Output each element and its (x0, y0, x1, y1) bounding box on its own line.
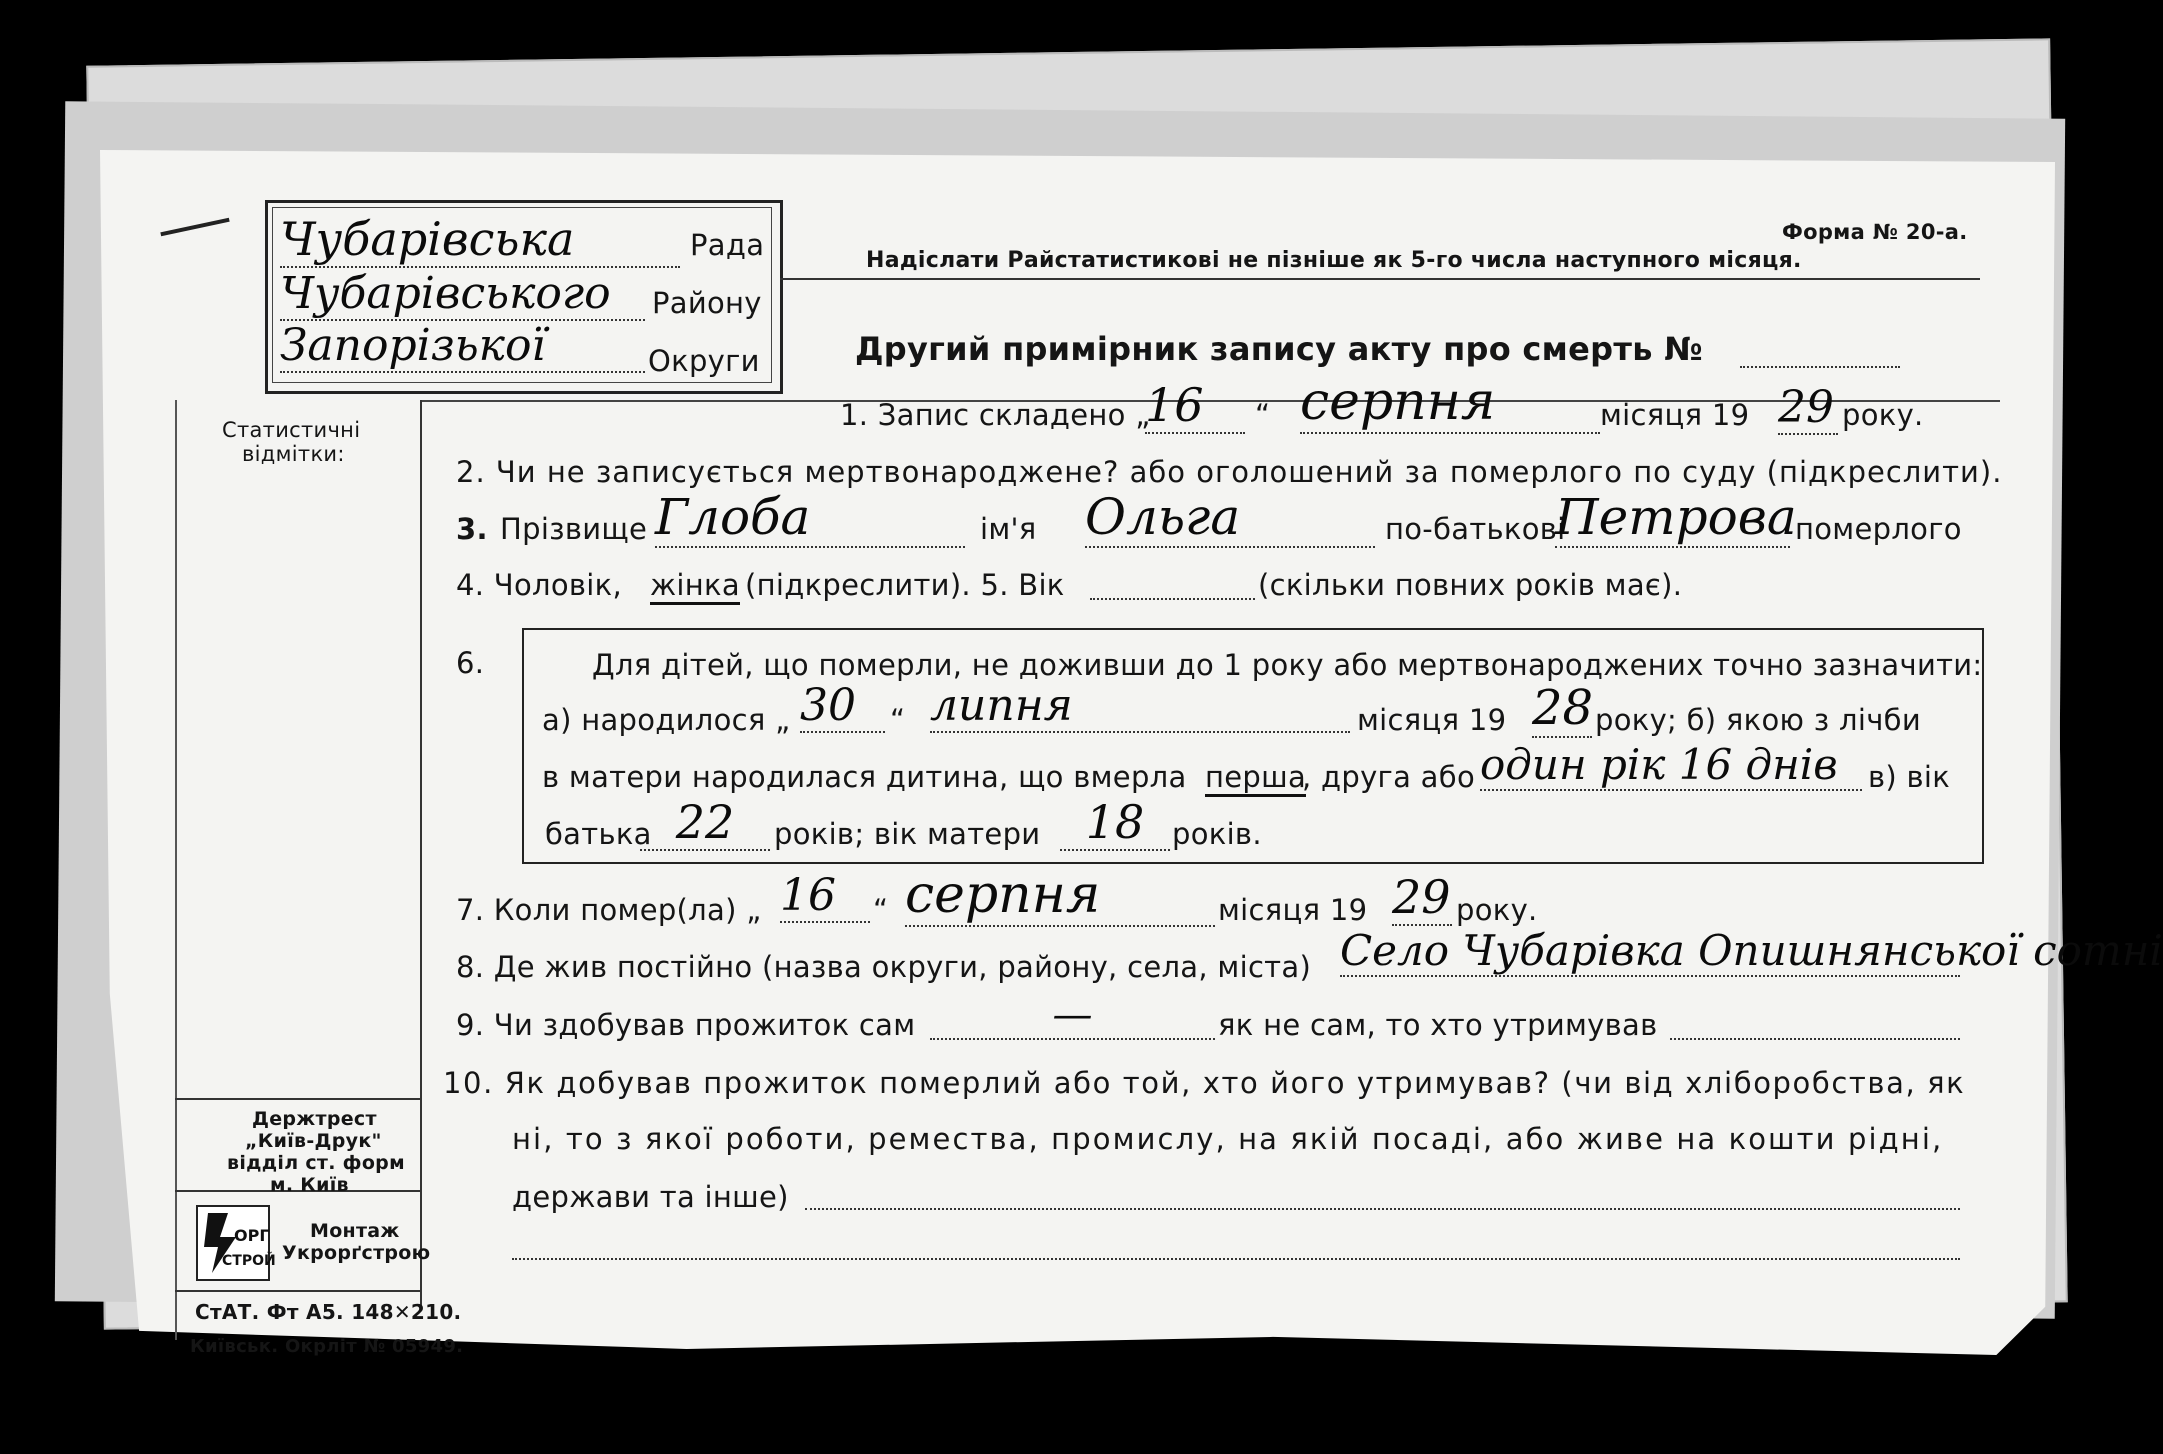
raion-value: Чубарівського (280, 268, 645, 321)
item6-father-age: 22 (640, 795, 770, 851)
item10-line2: ні, то з якої роботи, ремества, промислу, на якій посаді, або живе на кошти рідні, (512, 1122, 1944, 1156)
item10-line1: 10. Як добував прожиток померлий або той, хто його утримував? (чи від хліборобства, як (443, 1066, 1966, 1100)
svg-text:СТРОЙ: СТРОЙ (222, 1253, 276, 1269)
stat-notes-line2: відмітки: (242, 442, 345, 466)
form-number: Форма № 20-а. (1782, 220, 1968, 244)
item3-patronymic: Петрова (1555, 488, 1797, 546)
montage-line1: Монтаж (310, 1220, 400, 1242)
rada-label: Рада (690, 228, 765, 262)
item6-born-month: липня (930, 680, 1350, 733)
item1-suffix: року. (1842, 398, 1924, 432)
printer-line2: „Київ-Друк" (245, 1130, 382, 1152)
item3-name: Ольга (1085, 488, 1375, 548)
item10-answer-line2 (512, 1256, 1960, 1260)
stat-code: СтАТ. Фт А5. 148✕210. (195, 1300, 462, 1324)
item6-mother-label: років; вік матери (774, 817, 1041, 851)
stat-notes-line1: Статистичні (222, 418, 361, 442)
item1-month: серпня (1300, 372, 1600, 434)
okruha-label: Округи (648, 344, 760, 378)
rada-value: Чубарівська (280, 212, 680, 268)
left-divider-1 (175, 1098, 420, 1100)
item2-text: 2. Чи не записується мертвонароджене? або оголошений за померлого по суду (підкреслити). (456, 455, 2003, 489)
okruha-value: Запорізької (280, 320, 645, 373)
item10-line3: держави та інше) (512, 1180, 789, 1214)
item7-prefix: 7. Коли помер(ла) „ (456, 893, 762, 927)
item3-num: 3. (456, 512, 488, 546)
item5-age-note: (скільки повних років має). (1258, 568, 1683, 602)
item6-first: перша (1205, 760, 1306, 797)
item9-label: 9. Чи здобував прожиток сам (456, 1008, 916, 1042)
left-margin-border (175, 400, 177, 1340)
item6-born-label: а) народилося „ (542, 703, 791, 737)
item6-born-year: 28 (1532, 680, 1594, 736)
page-title: Другий примірник запису акту про смерть № (855, 330, 1703, 368)
header-separator (780, 278, 1980, 280)
item10-answer-line1 (805, 1206, 1960, 1210)
item6-years-label: років. (1172, 817, 1262, 851)
item7-month: серпня (905, 865, 1215, 927)
item6-line1: Для дітей, що померли, не доживши до 1 року або мертвонароджених точно зазначити: (592, 648, 1983, 682)
raion-label: Району (652, 286, 762, 320)
item1-month-label: місяця 19 (1600, 398, 1750, 432)
item9-supporter-line (1670, 1036, 1960, 1040)
item3-surname: Глоба (655, 488, 965, 548)
item6-num: 6. (456, 646, 485, 680)
send-instruction: Надіслати Райстатистикові не пізніше як 5-го числа наступного місяця. (866, 248, 1802, 273)
item7-suffix: року. (1456, 893, 1538, 927)
age-line (1090, 596, 1255, 600)
montage-line2: Укрорґстрою (282, 1242, 431, 1264)
printer-line4: м. Київ (270, 1174, 349, 1196)
ukrorgstroy-logo-icon (196, 1205, 276, 1281)
item3-surname-label: Прізвище (500, 512, 648, 546)
item1-day: 16 (1145, 378, 1245, 434)
item9-value: — (930, 992, 1215, 1040)
item1-year: 29 (1778, 382, 1838, 435)
item6-age-hand: один рік 16 днів (1480, 740, 1862, 791)
item8-label: 8. Де жив постійно (назва округи, району, села, міста) (456, 950, 1312, 984)
item6-mother-age: 18 (1060, 795, 1170, 851)
item3-suffix: померлого (1795, 512, 1962, 546)
item9-mid: як не сам, то хто утримував (1218, 1008, 1658, 1042)
item6-born-day: 30 (800, 680, 885, 733)
left-divider-3 (175, 1290, 420, 1292)
item7-day: 16 (780, 870, 870, 923)
item3-patronymic-label: по-батькові (1385, 512, 1566, 546)
printer-line3: відділ ст. форм (227, 1152, 405, 1174)
item3-name-label: ім'я (980, 512, 1037, 546)
item6-line3-prefix: в матери народилася дитина, що вмерла (542, 760, 1187, 794)
item7-year: 29 (1392, 870, 1451, 924)
item6-line3-mid: , друга або (1302, 760, 1475, 794)
item7-month-label: місяця 19 (1218, 893, 1368, 927)
left-column-border (420, 400, 422, 1310)
item8-value: Село Чубарівка Опишнянської сотні (1340, 926, 2163, 975)
record-number-line (1740, 364, 1900, 368)
item4-rest: (підкреслити). 5. Вік (745, 568, 1065, 602)
printer-line1: Держтрест (252, 1108, 377, 1130)
okrlit-code: Київськ. Окрліт № 05949. (190, 1336, 464, 1357)
item6-father-label: батька (545, 817, 652, 851)
item4-female: жінка (650, 568, 740, 605)
svg-text:ОРГ: ОРГ (234, 1226, 270, 1245)
item6-born-suffix: року; б) якою з лічби (1595, 703, 1921, 737)
item1-prefix: 1. Запис складено „ (840, 398, 1151, 432)
item4-prefix: 4. Чоловік, (456, 568, 622, 602)
item6-born-month-label: місяця 19 (1357, 703, 1507, 737)
item6-line3-suffix: в) вік (1868, 760, 1951, 794)
